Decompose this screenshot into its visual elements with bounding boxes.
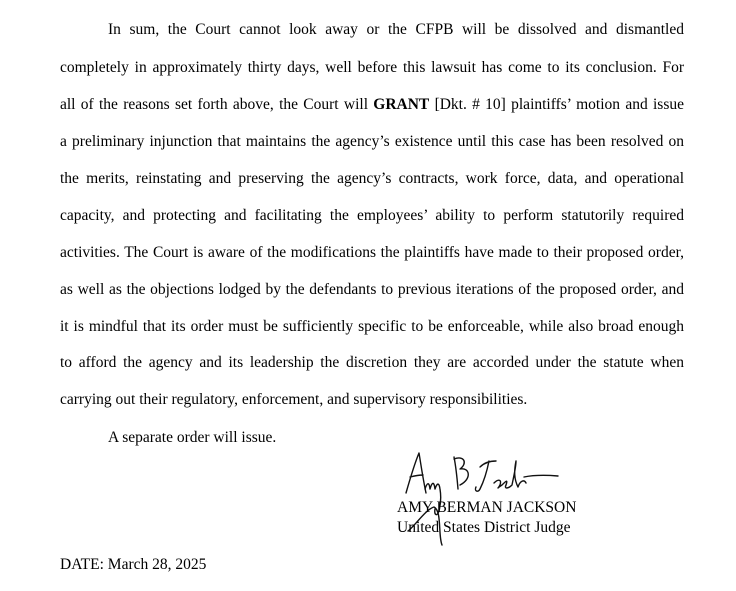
body-line-1: In sum, the Court cannot look away or the CFPB will be dissolved and dismantled (108, 21, 684, 38)
body-line-3-start: all of the reasons set forth above, the Court will (60, 96, 374, 113)
body-line-2: completely in approximately thirty days, well before this lawsuit has come to its conclusion. For (60, 59, 684, 76)
body-line-11: carrying out their regulatory, enforcement, and supervisory responsibilities. (60, 391, 528, 408)
body-line-9: it is mindful that its order must be sufficiently specific to be enforceable, while also broad enough (60, 318, 684, 335)
body-line-4: a preliminary injunction that maintains the agency’s existence until this case has been resolved on (60, 133, 684, 150)
body-line-3-end: [Dkt. # 10] plaintiffs’ motion and issue (429, 96, 684, 113)
separate-order-line: A separate order will issue. (108, 429, 277, 446)
body-line-8: as well as the objections lodged by the defendants to previous iterations of the proposed order, and (60, 281, 684, 298)
body-line-10: to afford the agency and its leadership the discretion they are accorded under the statute when (60, 354, 684, 371)
body-line-7: activities. The Court is aware of the modifications the plaintiffs have made to their proposed order, (60, 244, 684, 261)
judge-name: AMY BERMAN JACKSON (397, 499, 577, 516)
grant-emphasis: GRANT (373, 96, 430, 113)
body-line-6: capacity, and protecting and facilitating the employees’ ability to perform statutorily required (60, 207, 684, 224)
body-line-3 (60, 95, 684, 115)
judge-title: United States District Judge (397, 519, 571, 536)
date-line: DATE: March 28, 2025 (60, 556, 207, 573)
body-line-5: the merits, reinstating and preserving the agency’s contracts, work force, data, and operational (60, 170, 684, 187)
